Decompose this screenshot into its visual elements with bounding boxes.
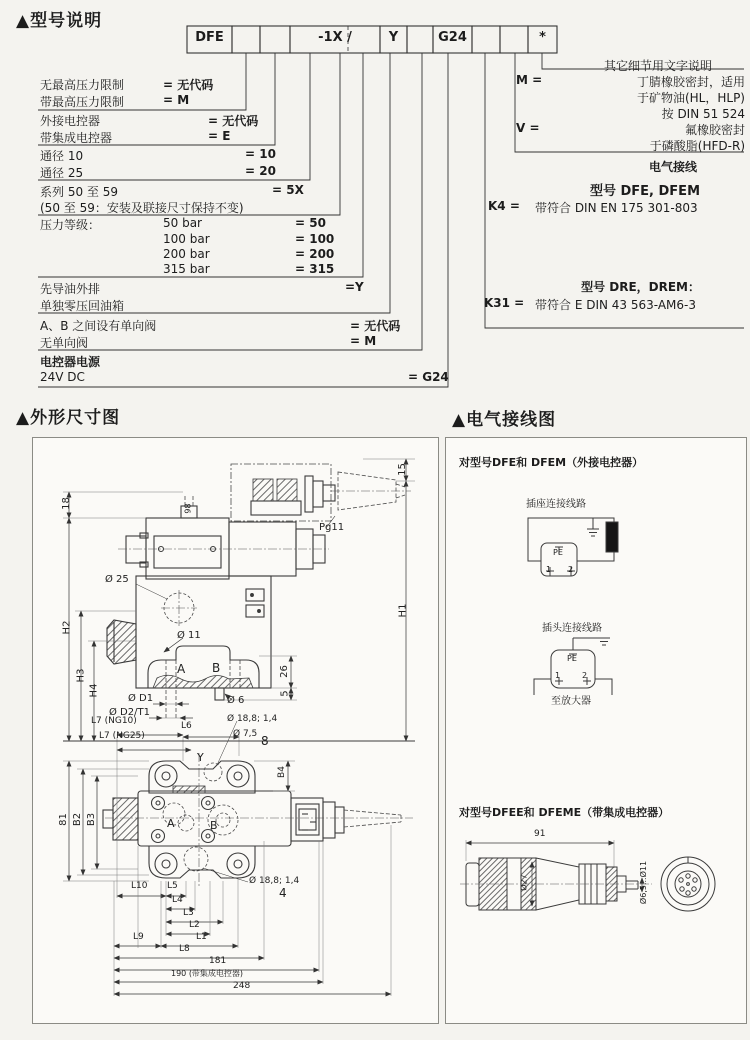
plug-caption: 插头连接线路 bbox=[542, 623, 602, 634]
code-box-dfe: DFE bbox=[195, 30, 224, 45]
model-row-value: = G24 bbox=[408, 370, 449, 384]
model-row-label: 200 bar bbox=[163, 247, 210, 261]
dim-label: 98 bbox=[183, 503, 193, 514]
dim-label: Ø 18,8; 1,4 bbox=[227, 714, 278, 724]
model-row-label: 通径 25 bbox=[40, 166, 84, 180]
dfe-models-title: 型号 DFE, DFEM bbox=[589, 184, 700, 199]
model-section-title: ▲型号说明 bbox=[16, 11, 103, 31]
wiring-panel bbox=[445, 437, 747, 1024]
model-row-label: 带集成电控器 bbox=[40, 131, 113, 145]
dim-label: L5 bbox=[167, 881, 178, 891]
note-other-details: 其它细节用文字说明 bbox=[603, 59, 712, 73]
dim-label: A bbox=[167, 817, 175, 830]
dim-label: 18 bbox=[60, 497, 72, 510]
model-row-label: 无单向阀 bbox=[40, 336, 89, 350]
code-box-y: Y bbox=[388, 30, 399, 45]
dim-label: L10 bbox=[131, 881, 148, 891]
dim-label: 248 bbox=[233, 981, 251, 991]
dim-label: H4 bbox=[88, 683, 100, 698]
dim-label: 190 (带集成电控器) bbox=[171, 969, 244, 978]
model-row-value: = 5X bbox=[272, 183, 304, 197]
dim-label: L3 bbox=[183, 908, 194, 918]
model-row-value: = M bbox=[350, 334, 377, 348]
wiring-section-title: ▲电气接线图 bbox=[452, 410, 557, 430]
amplifier-caption: 至放大器 bbox=[551, 696, 591, 707]
model-row-label: (50 至 59：安装及联接尺寸保持不变) bbox=[40, 201, 244, 215]
model-row-label: 50 bar bbox=[163, 216, 202, 230]
dre-models-title: 型号 DRE，DREM： bbox=[581, 280, 700, 294]
dim-label: B2 bbox=[72, 812, 84, 827]
electrical-connection-title: 电气接线 bbox=[648, 160, 697, 174]
model-row-value: = 20 bbox=[245, 164, 276, 178]
code-box-g24: G24 bbox=[438, 30, 467, 45]
dim-label: L2 bbox=[189, 920, 200, 930]
seal-v-key: V = bbox=[516, 121, 540, 135]
wiring-labels-layer bbox=[446, 438, 746, 1023]
model-row-value: = 无代码 bbox=[350, 319, 401, 333]
dim-label: 1 bbox=[546, 565, 552, 574]
dim-label: Pg11 bbox=[319, 522, 345, 533]
dim-label: L9 bbox=[133, 932, 144, 942]
dim-label: Ø 18,8; 1,4 bbox=[249, 876, 300, 886]
dim-label: Ø 11 bbox=[177, 630, 201, 641]
dim-label: 26 bbox=[278, 665, 290, 678]
dim-label: 15 bbox=[396, 463, 408, 476]
dim-label: Y bbox=[197, 751, 204, 764]
model-row-label: 单独零压回油箱 bbox=[40, 299, 125, 313]
model-row-value: = 315 bbox=[295, 262, 335, 276]
dim-label: L1 bbox=[196, 932, 207, 942]
model-row-value: =Y bbox=[345, 280, 364, 294]
model-row-value: = 50 bbox=[295, 216, 326, 230]
dim-label: Ø 25 bbox=[105, 574, 129, 585]
dim-label: PE bbox=[553, 548, 563, 557]
dim-label: L4 bbox=[172, 895, 183, 905]
dim-label: B3 bbox=[86, 812, 98, 827]
dim-label: PE bbox=[567, 654, 577, 663]
dim-label: Ø6,5...Ø11 bbox=[639, 860, 649, 905]
model-row-label: 外接电控器 bbox=[40, 114, 101, 128]
dim-label: A bbox=[177, 662, 186, 676]
wiring-sub2-title: 对型号DFEE和 DFEME（带集成电控器） bbox=[459, 806, 670, 819]
dim-label: H3 bbox=[75, 668, 87, 683]
seal-v-line2: 于磷酸脂(HFD-R) bbox=[649, 139, 745, 153]
model-row-label: 先导油外排 bbox=[40, 282, 101, 296]
dimension-panel bbox=[32, 437, 439, 1024]
dim-label: H1 bbox=[397, 603, 409, 618]
dim-label: H2 bbox=[61, 620, 73, 635]
dim-label: L6 bbox=[181, 721, 192, 731]
dim-label: Ø D2/T1 bbox=[109, 707, 150, 718]
model-row-label: 压力等级： bbox=[40, 218, 101, 232]
dim-label: Ø D1 bbox=[128, 693, 154, 704]
seal-m-line2: 于矿物油(HL，HLP) bbox=[636, 91, 745, 105]
dim-label: Ø27 bbox=[519, 874, 529, 891]
model-row-label: A、B 之间设有单向阀 bbox=[40, 319, 157, 333]
dim-label: B bbox=[210, 819, 218, 832]
model-row-value: = M bbox=[163, 93, 190, 107]
dimensions-section-title: ▲外形尺寸图 bbox=[16, 408, 121, 428]
model-row-value: = 10 bbox=[245, 147, 276, 161]
dim-label: Ø 7,5 bbox=[233, 729, 258, 739]
code-box-star: * bbox=[539, 30, 546, 45]
model-row-label: 系列 50 至 59 bbox=[40, 185, 118, 199]
k4-key: K4 = bbox=[488, 199, 520, 213]
model-row-label: 带最高压力限制 bbox=[40, 95, 125, 109]
dim-label: 2 bbox=[568, 565, 574, 574]
dim-label: 8 bbox=[261, 734, 269, 748]
k31-key: K31 = bbox=[484, 296, 525, 310]
dim-label: B bbox=[212, 661, 221, 675]
dim-label: 4 bbox=[279, 886, 287, 900]
dim-label: 5 bbox=[279, 690, 291, 697]
wiring-sub1-title: 对型号DFE和 DFEM（外接电控器） bbox=[459, 456, 644, 469]
model-row-value: = 无代码 bbox=[163, 78, 214, 92]
seal-v-line1: 氟橡胶密封 bbox=[684, 123, 745, 137]
model-row-label: 315 bar bbox=[163, 262, 210, 276]
model-row-label: 通径 10 bbox=[40, 149, 84, 163]
model-row-value: = 100 bbox=[295, 232, 335, 246]
dim-label: L7 (NG10) bbox=[91, 716, 137, 726]
model-row-label: 电控器电源 bbox=[40, 355, 101, 369]
model-row-label: 100 bar bbox=[163, 232, 210, 246]
model-row-label: 无最高压力限制 bbox=[40, 78, 125, 92]
model-row-value: = 200 bbox=[295, 247, 335, 261]
dim-label: 91 bbox=[534, 829, 546, 839]
dim-label: 181 bbox=[209, 956, 227, 966]
dimension-labels-layer bbox=[33, 438, 438, 1023]
model-row-value: = E bbox=[208, 129, 231, 143]
code-box-series: -1X / bbox=[318, 30, 352, 45]
socket-caption: 插座连接线路 bbox=[526, 499, 586, 510]
dim-label: 81 bbox=[57, 813, 69, 826]
dim-label: B4 bbox=[276, 766, 287, 778]
model-row-label: 24V DC bbox=[40, 370, 85, 384]
seal-m-line1: 丁腈橡胶密封，适用 bbox=[636, 75, 745, 89]
dim-label: L7 (NG25) bbox=[99, 731, 145, 741]
dim-label: 2 bbox=[582, 671, 588, 680]
k31-text: 带符合 E DIN 43 563-AM6-3 bbox=[535, 298, 696, 312]
seal-m-key: M = bbox=[516, 73, 543, 87]
seal-m-line3: 按 DIN 51 524 bbox=[661, 107, 745, 121]
model-row-value: = 无代码 bbox=[208, 114, 259, 128]
dim-label: Ø 6 bbox=[227, 695, 245, 706]
k4-text: 带符合 DIN EN 175 301-803 bbox=[535, 201, 698, 215]
dim-label: 1 bbox=[555, 671, 561, 680]
dim-label: L8 bbox=[179, 944, 190, 954]
